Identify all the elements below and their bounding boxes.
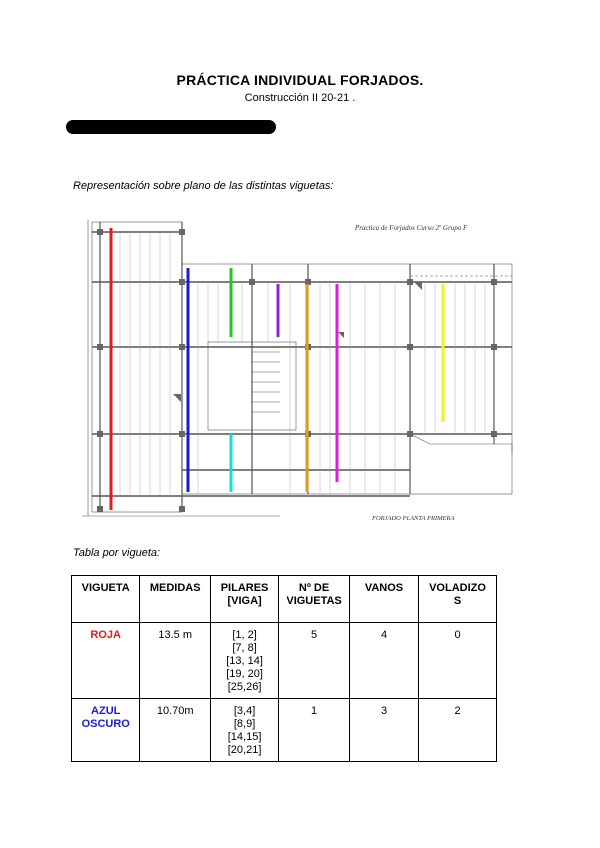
vigueta-name-azul-oscuro: AZUL OSCURO — [81, 705, 130, 730]
floor-plan-drawing — [80, 212, 520, 524]
section-label-plan: Representación sobre plano de las distintas viguetas: — [73, 180, 334, 192]
cell-num-viguetas: 1 — [279, 699, 350, 762]
cell-voladizos: 2 — [419, 699, 497, 762]
vigueta-name-roja: ROJA — [90, 629, 121, 641]
col-header-medidas: MEDIDAS — [140, 576, 211, 623]
table-row — [72, 623, 497, 699]
cell-medidas: 13.5 m — [140, 623, 211, 699]
vigueta-table — [71, 575, 497, 762]
col-header-voladizos: VOLADIZO S — [419, 576, 497, 623]
page-subtitle: Construcción II 20-21 . — [244, 92, 356, 104]
cell-vanos: 3 — [349, 699, 418, 762]
section-label-table: Tabla por vigueta: — [73, 547, 161, 559]
cell-voladizos: 0 — [419, 623, 497, 699]
page-title: PRÁCTICA INDIVIDUAL FORJADOS. — [176, 72, 424, 88]
col-header-pilares: PILARES [VIGA] — [210, 576, 278, 623]
plan-caption: FORJADO PLANTA PRIMERA — [372, 515, 455, 522]
cell-pilares: [3,4] [8,9] [14,15] [20,21] — [210, 699, 278, 762]
col-header-vanos: VANOS — [349, 576, 418, 623]
cell-vanos: 4 — [349, 623, 418, 699]
plan-title-text: Practica de Forjados Curso 2º Grupo F — [355, 224, 468, 232]
col-header-vigueta: VIGUETA — [72, 576, 140, 623]
cell-medidas: 10.70m — [140, 699, 211, 762]
floor-plan — [80, 212, 520, 524]
cell-num-viguetas: 5 — [279, 623, 350, 699]
cell-vigueta — [72, 699, 140, 762]
cell-pilares: [1, 2] [7, 8] [13, 14] [19, 20] [25,26] — [210, 623, 278, 699]
redacted-name — [66, 120, 276, 134]
table-row — [72, 699, 497, 762]
table-header-row — [72, 576, 497, 623]
col-header-num-viguetas: Nº DE VIGUETAS — [279, 576, 350, 623]
cell-vigueta — [72, 623, 140, 699]
